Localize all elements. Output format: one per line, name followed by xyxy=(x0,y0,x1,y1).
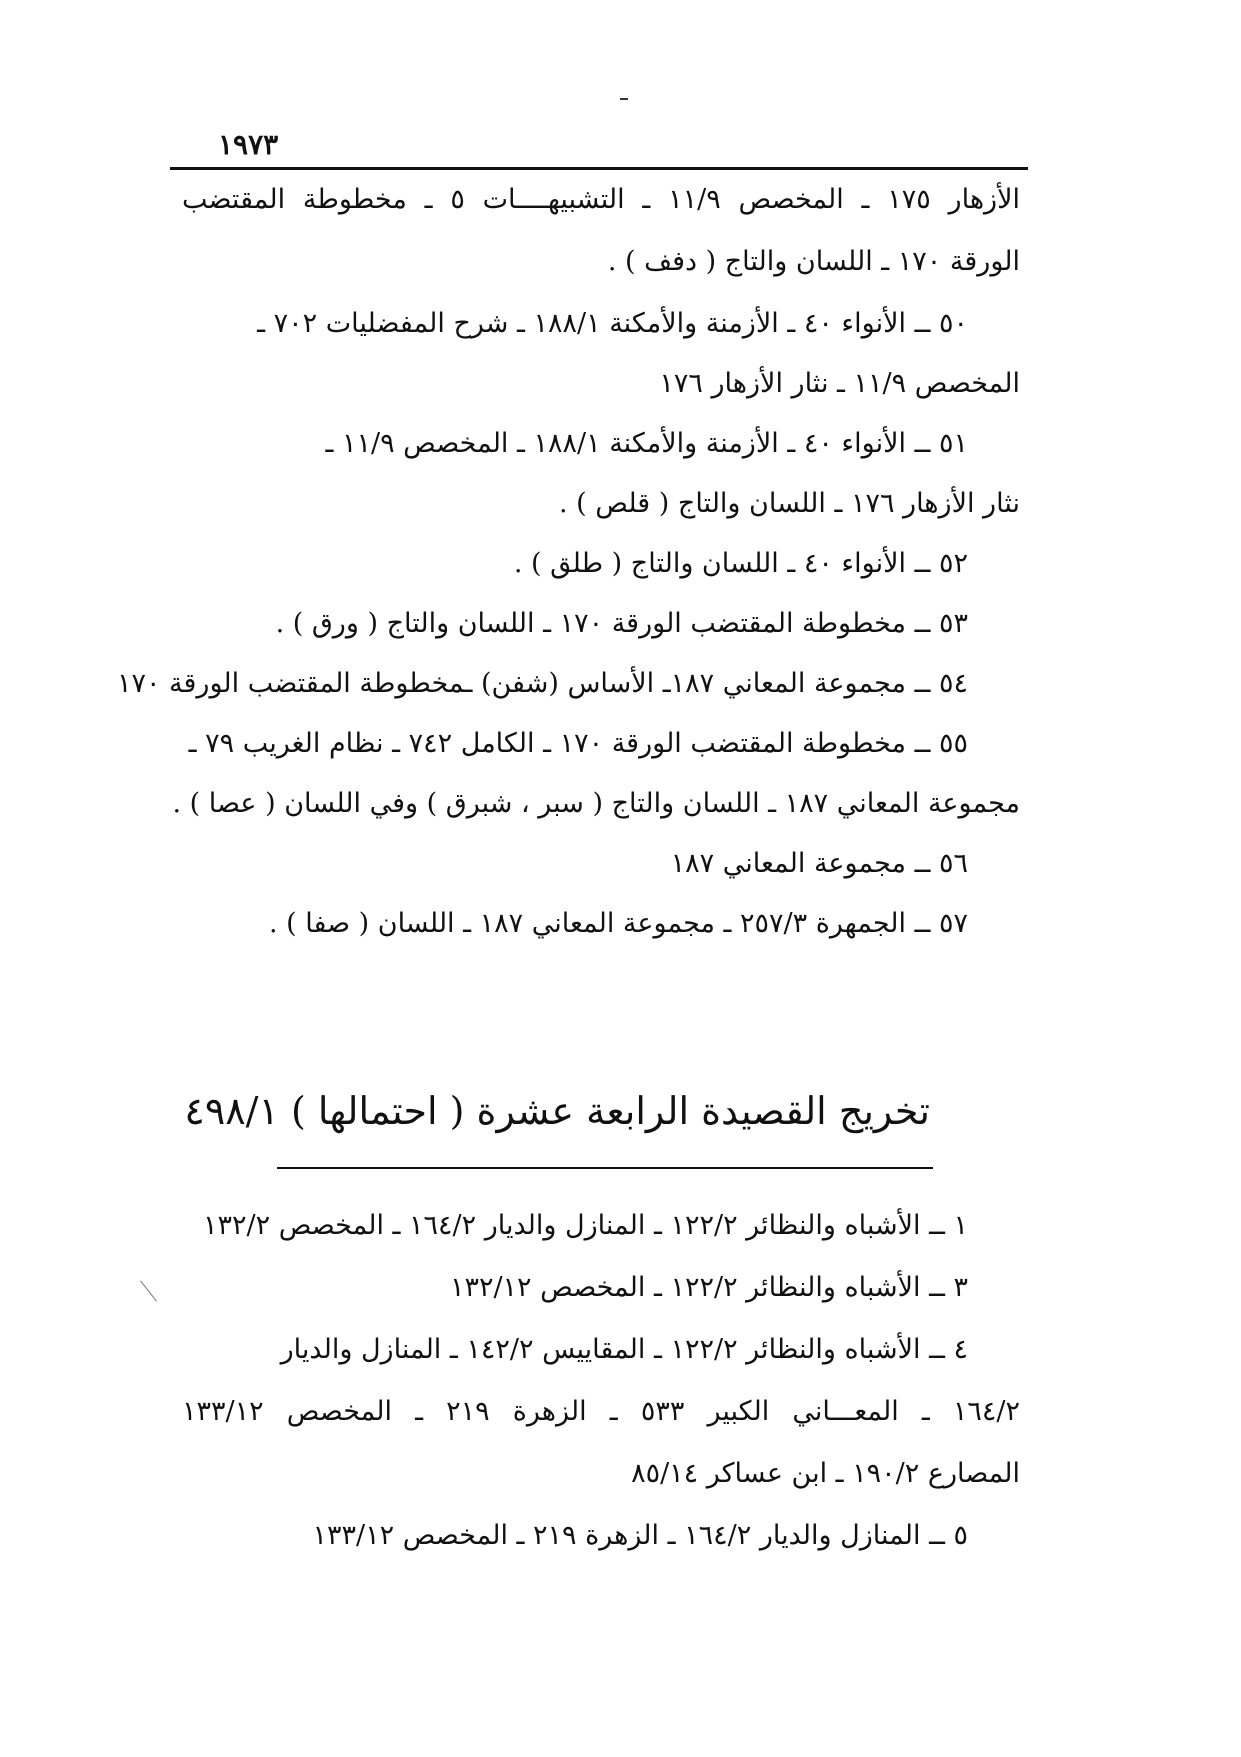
text-line: المخصص ١١/٩ ـ نثار الأزهار ١٧٦ xyxy=(659,368,1020,399)
stray-mark xyxy=(140,1280,157,1301)
text-line: الأزهار ١٧٥ ـ المخصص ١١/٩ ـ التشبيهــــات ٥ ـ مخطوطة المقتضب xyxy=(182,184,1020,215)
page-number: ١٩٧٣ xyxy=(218,128,279,161)
text-line: مجموعة المعاني ١٨٧ ـ اللسان والتاج ( سبر ، شبرق ) وفي اللسان ( عصا ) . xyxy=(172,788,1020,819)
note-line: ٥١ ــ الأنواء ٤٠ ـ الأزمنة والأمكنة ١٨٨/١ ـ المخصص ١١/٩ ـ xyxy=(325,428,968,459)
section-title-rule xyxy=(277,1167,933,1169)
text-line: نثار الأزهار ١٧٦ ـ اللسان والتاج ( قلص ) . xyxy=(559,488,1020,519)
note-line: ٤ ــ الأشباه والنظائر ١٢٢/٢ ـ المقاييس ١٤٢/٢ ـ المنازل والديار xyxy=(280,1334,968,1365)
header-rule xyxy=(170,167,1028,170)
note-line: ٥٥ ــ مخطوطة المقتضب الورقة ١٧٠ ـ الكامل ٧٤٢ ـ نظام الغريب ٧٩ ـ xyxy=(188,728,968,759)
note-line: ٥٧ ــ الجمهرة ٢٥٧/٣ ـ مجموعة المعاني ١٨٧ ـ اللسان ( صفا ) . xyxy=(268,908,968,939)
note-line: ٥٣ ــ مخطوطة المقتضب الورقة ١٧٠ ـ اللسان والتاج ( ورق ) . xyxy=(275,608,968,639)
note-line: ٥٢ ــ الأنواء ٤٠ ـ اللسان والتاج ( طلق ) . xyxy=(513,548,968,579)
note-line: ٥ ــ المنازل والديار ١٦٤/٢ ـ الزهرة ٢١٩ ـ المخصص ١٣٣/١٢ xyxy=(312,1520,968,1551)
note-line: ٣ ــ الأشباه والنظائر ١٢٢/٢ ـ المخصص ١٣٢/١٢ xyxy=(449,1272,968,1303)
text-line: الورقة ١٧٠ ـ اللسان والتاج ( دفف ) . xyxy=(607,246,1020,277)
note-line: ٥٠ ــ الأنواء ٤٠ ـ الأزمنة والأمكنة ١٨٨/١ ـ شرح المفضليات ٧٠٢ ـ xyxy=(257,308,968,339)
text-line: المصارع ١٩٠/٢ ـ ابن عساكر ٨٥/١٤ xyxy=(631,1458,1020,1489)
note-line: ١ ــ الأشباه والنظائر ١٢٢/٢ ـ المنازل والديار ١٦٤/٢ ـ المخصص ١٣٢/٢ xyxy=(203,1210,968,1241)
note-line: ٥٤ ــ مجموعة المعاني ١٨٧ـ الأساس (شفن) ـمخطوطة المقتضب الورقة ١٧٠ xyxy=(116,668,968,699)
page-mark xyxy=(620,98,628,100)
section-title: تخريج القصيدة الرابعة عشرة ( احتمالها ) ٤٩٨/١ xyxy=(184,1089,930,1133)
note-line: ٥٦ ــ مجموعة المعاني ١٨٧ xyxy=(670,848,968,879)
text-line: ١٦٤/٢ ـ المعـــاني الكبير ٥٣٣ ـ الزهرة ٢١٩ ـ المخصص ١٣٣/١٢ xyxy=(182,1396,1020,1427)
